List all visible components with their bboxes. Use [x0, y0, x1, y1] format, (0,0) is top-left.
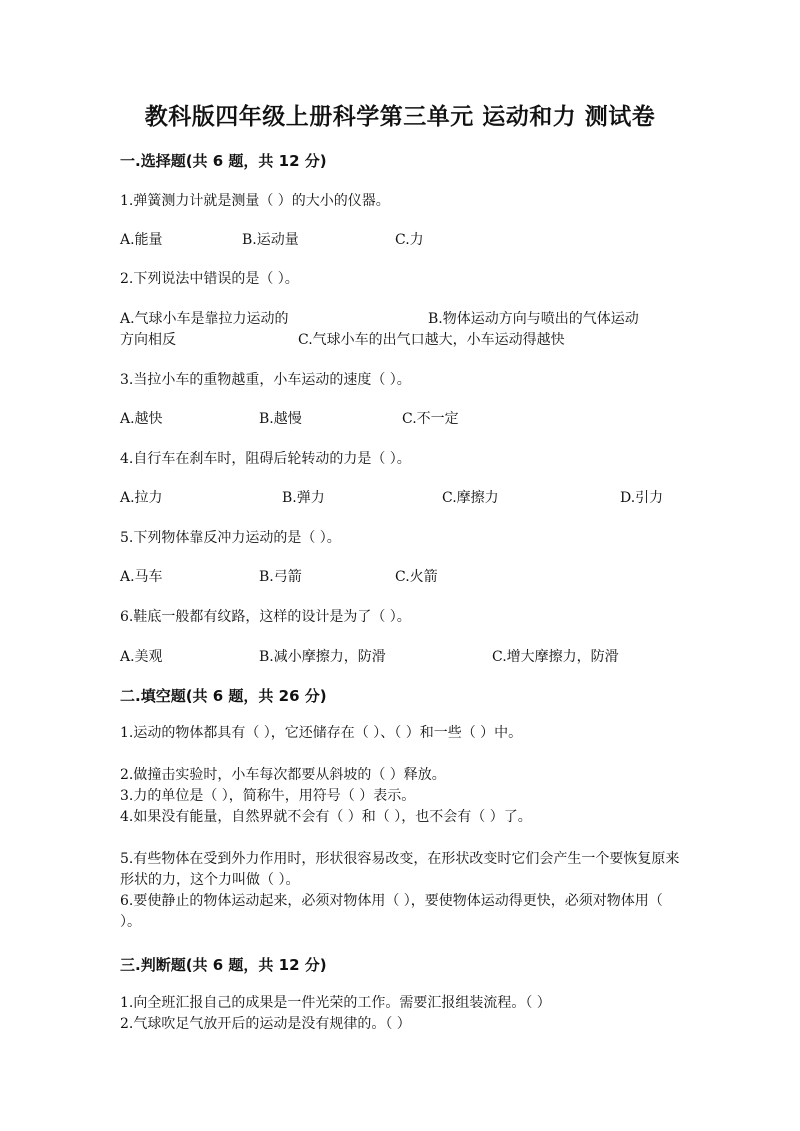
option-b: B.运动量 — [242, 232, 299, 248]
option-b: B.物体运动方向与喷出的气体运动 — [428, 311, 639, 327]
option-c: C.摩擦力 — [442, 490, 499, 506]
section-heading-judge: 三.判断题(共 6 题，共 12 分) — [120, 956, 327, 974]
option-c: C.火箭 — [395, 569, 438, 585]
fill-question: 6.要使静止的物体运动起来，必须对物体用（ ），要使物体运动得更快，必须对物体用（ ）。 — [120, 893, 663, 930]
fill-question: 3.力的单位是（ ），简称牛，用符号（ ）表示。 — [120, 788, 416, 804]
option-b: B.减小摩擦力，防滑 — [259, 649, 386, 665]
option-a: A.能量 — [120, 232, 163, 248]
option-d: D.引力 — [620, 490, 664, 506]
option-c: C.力 — [395, 232, 424, 248]
exam-title: 教科版四年级上册科学第三单元 运动和力 测试卷 — [144, 104, 656, 130]
question-stem: 1.弹簧测力计就是测量（ ）的大小的仪器。 — [120, 193, 390, 209]
fill-question: 2.做撞击实验时，小车每次都要从斜坡的（ ）释放。 — [120, 767, 446, 783]
option-c: C.气球小车的出气口越大，小车运动得越快 — [298, 332, 565, 348]
option-a: A.越快 — [120, 411, 163, 427]
question-stem: 4.自行车在刹车时，阻碍后轮转动的力是（ ）。 — [120, 451, 411, 467]
question-stem: 6.鞋底一般都有纹路，这样的设计是为了（ ）。 — [120, 609, 411, 625]
option-b-continued: 方向相反 — [120, 332, 176, 348]
question-stem: 5.下列物体靠反冲力运动的是（ ）。 — [120, 530, 341, 546]
option-b: B.弹力 — [282, 490, 325, 506]
question-stem: 2.下列说法中错误的是（ ）。 — [120, 271, 299, 287]
fill-question: 4.如果没有能量，自然界就不会有（ ）和（ ），也不会有（ ）了。 — [120, 809, 532, 825]
option-a: A.美观 — [120, 649, 163, 665]
question-stem: 3.当拉小车的重物越重，小车运动的速度（ ）。 — [120, 372, 411, 388]
option-a: A.马车 — [120, 569, 163, 585]
option-c: C.增大摩擦力，防滑 — [492, 649, 619, 665]
section-heading-fill: 二.填空题(共 6 题，共 26 分) — [120, 687, 327, 705]
option-b: B.越慢 — [259, 411, 302, 427]
option-a: A.气球小车是靠拉力运动的 — [120, 311, 289, 327]
judge-question: 1.向全班汇报自己的成果是一件光荣的工作。需要汇报组装流程。（ ） — [120, 995, 551, 1011]
option-a: A.拉力 — [120, 490, 163, 506]
fill-question: 1.运动的物体都具有（ ），它还储存在（ ）、（ ）和一些（ ）中。 — [120, 725, 523, 741]
fill-question: 5.有些物体在受到外力作用时，形状很容易改变，在形状改变时它们会产生一个要恢复原来形状的力，这个力叫做（ ）。 — [120, 851, 680, 888]
option-b: B.弓箭 — [259, 569, 302, 585]
section-heading-choice: 一.选择题(共 6 题，共 12 分) — [120, 152, 327, 170]
judge-question: 2.气球吹足气放开后的运动是没有规律的。（ ） — [120, 1016, 411, 1032]
option-c: C.不一定 — [402, 411, 459, 427]
